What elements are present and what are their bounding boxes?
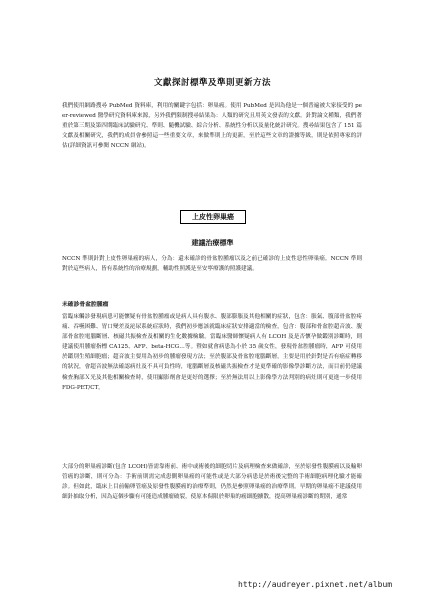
page-title: 文獻探討標準及準則更新方法 <box>153 78 271 88</box>
subsection-title: 建議治療標準 <box>191 238 234 247</box>
diagnosis-paragraph: 大部分的卵巢癌診斷(包含 LCOH)皆需靠術前、術中或術後的細胞切片及病理檢查來做確診，至於原發性腹膜癌以及輸卵管癌的診斷，則可分為：手術前則需完成患側卵巢癌的可能性或是大部分病患是於術後完整的手術細胞病理化驗才能確診。但如此，臨床上目前輸卵管癌及原發性腹膜癌的治療準則，仍然是參照卵巢癌的治療準則。早期的卵巢癌不建議使用細針抽取分析，因為這個步驟有可能造成腫瘤破裂，使原本侷限於卵巢的癌細胞擴散，提高卵巢癌診斷的期別，通常 <box>62 464 362 501</box>
undiagnosed-paragraph: 當臨床觸診發現病患可能懷疑有骨盆腔腫瘤或是病人具有腹水、腹部膨脹及其他相關的症狀，包含：脹氣、腹部骨盆腔疼痛、吞嚥困難、胃口變差及泌尿系統症狀時，我們初步應該就臨床症狀安排適當的檢查，包含：腹部和骨盆腔超音波、腹部骨盆腔電腦斷層、核磁共振檢查及相關的生化數據檢驗。當臨床醫師懷疑病人有 LCOH 及是否懷孕做鑑別診斷時，則建議使用腫瘤指標 CA125、AFP、beta-HCG…等。暨如就會病患為小於 35 歲女性，發現骨盆腔腫瘤時，AFP 可使用於鑑別生殖細胞瘤；超音波主要用為初步的腫瘤發現方法；至於腹部及骨盆腔電腦斷層，主要是用於針對是否有癌症轉移的狀況，會超音波無法確認病灶及不具可負性時，電腦斷層及核磁共振檢查才是更準確的影像學診斷方法，而目前仍建議檢查胸部Ｘ光及其他相關檢查時，使用顯影劑會是更好的選擇；至於無法用以上影像學方法判別的病灶則可更進一步使用 FDG-PET/CT。 <box>62 314 362 391</box>
methods-paragraph: 我們使用網路搜尋 PubMed 資料庫，利用的關鍵字包括：卵巢癌。使用 PubMed 是因為他是一個普遍被大家接受的 peer-reviewed 醫學研究資料庫來源，另外我們限制搜尋結果為：人類的研究且用英文發表的文獻。針對論文種類，我們著重於第三期及第四期臨床試驗研究、準則、隨機試驗、綜合分析、系統性分析以及量化統計研究。搜尋結果包含了 151 篇文獻及相關研究，我們的成員會參照這一些重要文章，來做準則上的更新，至於這些文章的證據等級，則是依照專家的評估(詳細資訊可參閱 NCCN 網站)。 <box>62 103 362 150</box>
intro-paragraph: NCCN 準則針對上皮性卵巢癌的病人，分為：還未確診的骨盆腔腫瘤以及之前已確診的上皮性惡性卵巢癌。NCCN 準則對於這些病人，皆有系統性的治療規劃，輔助性照護是至安寧療護的照護建議。 <box>62 256 362 273</box>
section-title: 上皮性卵巢癌 <box>180 210 246 224</box>
watermark-url: http://audreyer.pixnet.net/album <box>238 580 393 589</box>
undiagnosed-heading: 未確診骨盆腔腫瘤 <box>62 302 109 308</box>
